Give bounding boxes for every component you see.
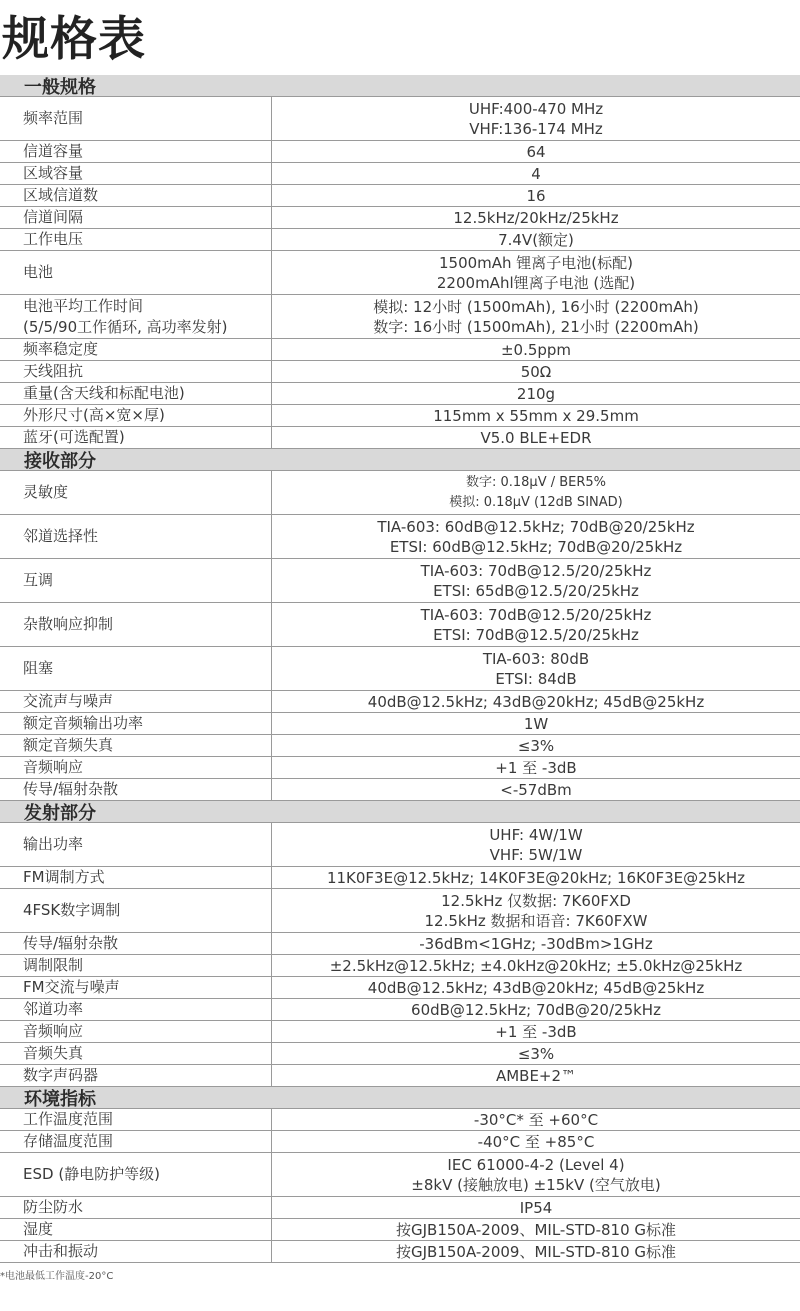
section-header bbox=[0, 801, 800, 823]
spec-row bbox=[0, 889, 800, 933]
section-header bbox=[0, 75, 800, 97]
spec-row bbox=[0, 1131, 800, 1153]
spec-row bbox=[0, 97, 800, 141]
spec-label: 调制限制 bbox=[0, 955, 272, 976]
spec-value-line: 64 bbox=[526, 142, 546, 161]
spec-label: FM交流与噪声 bbox=[0, 977, 272, 998]
spec-value-line: +1 至 -3dB bbox=[495, 758, 577, 777]
spec-value-line: 按GJB150A-2009、MIL-STD-810 G标准 bbox=[395, 1220, 677, 1239]
spec-value bbox=[272, 295, 800, 338]
spec-row bbox=[0, 603, 800, 647]
spec-label: 音频响应 bbox=[0, 757, 272, 778]
spec-value bbox=[272, 603, 800, 646]
spec-label: 信道间隔 bbox=[0, 207, 272, 228]
spec-value-line: TIA-603: 70dB@12.5/20/25kHz bbox=[420, 561, 652, 580]
spec-label: 邻道选择性 bbox=[0, 515, 272, 558]
spec-label: 频率稳定度 bbox=[0, 339, 272, 360]
section-header bbox=[0, 449, 800, 471]
spec-value bbox=[272, 515, 800, 558]
spec-label: 存储温度范围 bbox=[0, 1131, 272, 1152]
spec-value bbox=[272, 1153, 800, 1196]
spec-row bbox=[0, 163, 800, 185]
spec-value-line: ETSI: 65dB@12.5/20/25kHz bbox=[433, 581, 639, 600]
spec-value-line: 数字: 16小时 (1500mAh), 21小时 (2200mAh) bbox=[373, 317, 699, 336]
spec-value-line: 115mm x 55mm x 29.5mm bbox=[433, 406, 639, 425]
spec-row bbox=[0, 185, 800, 207]
spec-row bbox=[0, 471, 800, 515]
spec-label: 频率范围 bbox=[0, 97, 272, 140]
spec-row bbox=[0, 405, 800, 427]
spec-value bbox=[272, 427, 800, 448]
spec-value bbox=[272, 251, 800, 294]
spec-value bbox=[272, 647, 800, 690]
spec-value bbox=[272, 977, 800, 998]
spec-value-line: IP54 bbox=[519, 1198, 553, 1217]
spec-value bbox=[272, 1219, 800, 1240]
spec-row bbox=[0, 647, 800, 691]
spec-value-line: 12.5kHz 仅数据: 7K60FXD bbox=[441, 891, 631, 910]
spec-row bbox=[0, 779, 800, 801]
spec-value bbox=[272, 1131, 800, 1152]
spec-value-line: V5.0 BLE+EDR bbox=[480, 428, 592, 447]
spec-label: 传导/辐射杂散 bbox=[0, 779, 272, 800]
spec-value-line: 1500mAh 锂离子电池(标配) bbox=[438, 253, 634, 272]
spec-value bbox=[272, 889, 800, 932]
spec-value-line: TIA-603: 70dB@12.5/20/25kHz bbox=[420, 605, 652, 624]
spec-row bbox=[0, 1043, 800, 1065]
spec-label: 邻道功率 bbox=[0, 999, 272, 1020]
spec-value-line: ETSI: 60dB@12.5kHz; 70dB@20/25kHz bbox=[389, 537, 683, 556]
spec-value-line: ETSI: 84dB bbox=[495, 669, 577, 688]
spec-row bbox=[0, 1241, 800, 1263]
spec-row bbox=[0, 999, 800, 1021]
spec-value-line: -30°C* 至 +60°C bbox=[473, 1110, 599, 1129]
section-title: 一般规格 bbox=[24, 76, 96, 98]
spec-label: 冲击和振动 bbox=[0, 1241, 272, 1262]
spec-row bbox=[0, 977, 800, 999]
spec-value bbox=[272, 471, 800, 514]
spec-row bbox=[0, 207, 800, 229]
spec-label: 蓝牙(可选配置) bbox=[0, 427, 272, 448]
spec-value bbox=[272, 559, 800, 602]
spec-value bbox=[272, 361, 800, 382]
spec-value bbox=[272, 207, 800, 228]
spec-label: 湿度 bbox=[0, 1219, 272, 1240]
spec-value-line: 7.4V(额定) bbox=[498, 230, 574, 249]
spec-label: 信道容量 bbox=[0, 141, 272, 162]
spec-row bbox=[0, 757, 800, 779]
spec-label: 工作电压 bbox=[0, 229, 272, 250]
spec-value-line: -40°C 至 +85°C bbox=[477, 1132, 595, 1151]
section-title: 接收部分 bbox=[24, 450, 96, 472]
spec-row bbox=[0, 1197, 800, 1219]
spec-row bbox=[0, 691, 800, 713]
spec-value-line: ±2.5kHz@12.5kHz; ±4.0kHz@20kHz; ±5.0kHz@25kHz bbox=[329, 956, 743, 975]
spec-label: 输出功率 bbox=[0, 823, 272, 866]
footnote: *电池最低工作温度-20°C bbox=[0, 1271, 114, 1282]
spec-value bbox=[272, 933, 800, 954]
spec-value-line: 50Ω bbox=[520, 362, 552, 381]
spec-label: 数字声码器 bbox=[0, 1065, 272, 1086]
spec-value bbox=[272, 823, 800, 866]
spec-value-line: ≤3% bbox=[517, 736, 555, 755]
spec-value bbox=[272, 691, 800, 712]
spec-value-line: ≤3% bbox=[517, 1044, 555, 1063]
spec-value-line: VHF:136-174 MHz bbox=[469, 119, 603, 138]
spec-row bbox=[0, 383, 800, 405]
spec-value bbox=[272, 1109, 800, 1130]
section-title: 发射部分 bbox=[24, 802, 96, 824]
spec-value bbox=[272, 1241, 800, 1262]
spec-value-line: 4 bbox=[531, 164, 541, 183]
spec-value-line: 2200mAhl锂离子电池 (选配) bbox=[436, 273, 636, 292]
spec-value-line: -36dBm<1GHz; -30dBm>1GHz bbox=[419, 934, 653, 953]
spec-value bbox=[272, 779, 800, 800]
spec-row bbox=[0, 1021, 800, 1043]
spec-value bbox=[272, 163, 800, 184]
spec-label: ESD (静电防护等级) bbox=[0, 1153, 272, 1196]
spec-label: 4FSK数字调制 bbox=[0, 889, 272, 932]
spec-label: FM调制方式 bbox=[0, 867, 272, 888]
spec-value-line: 40dB@12.5kHz; 43dB@20kHz; 45dB@25kHz bbox=[367, 692, 705, 711]
spec-value bbox=[272, 185, 800, 206]
spec-value-line: ±8kV (接触放电) ±15kV (空气放电) bbox=[411, 1175, 661, 1194]
spec-value-line: 模拟: 12小时 (1500mAh), 16小时 (2200mAh) bbox=[373, 297, 699, 316]
spec-row bbox=[0, 1153, 800, 1197]
spec-value-line: 数字: 0.18μV / BER5% bbox=[465, 474, 607, 490]
spec-label: 电池 bbox=[0, 251, 272, 294]
spec-label: 互调 bbox=[0, 559, 272, 602]
spec-label: 音频响应 bbox=[0, 1021, 272, 1042]
spec-value-line: 16 bbox=[526, 186, 546, 205]
spec-row bbox=[0, 867, 800, 889]
page-title: 规格表 bbox=[2, 12, 146, 67]
spec-row bbox=[0, 427, 800, 449]
spec-value-line: 按GJB150A-2009、MIL-STD-810 G标准 bbox=[395, 1242, 677, 1261]
spec-value-line: +1 至 -3dB bbox=[495, 1022, 577, 1041]
spec-value bbox=[272, 867, 800, 888]
spec-row bbox=[0, 559, 800, 603]
spec-value bbox=[272, 1197, 800, 1218]
spec-label: 阻塞 bbox=[0, 647, 272, 690]
spec-row bbox=[0, 1065, 800, 1087]
spec-value-line: 1W bbox=[523, 714, 549, 733]
spec-row bbox=[0, 229, 800, 251]
spec-row bbox=[0, 823, 800, 867]
spec-value-line: AMBE+2™ bbox=[495, 1066, 577, 1085]
spec-label: 工作温度范围 bbox=[0, 1109, 272, 1130]
spec-label: 外形尺寸(高×宽×厚) bbox=[0, 405, 272, 426]
spec-table bbox=[0, 75, 800, 1263]
spec-value-line: 60dB@12.5kHz; 70dB@20/25kHz bbox=[411, 1000, 661, 1019]
spec-label: 防尘防水 bbox=[0, 1197, 272, 1218]
spec-row bbox=[0, 1109, 800, 1131]
spec-value bbox=[272, 713, 800, 734]
spec-row bbox=[0, 735, 800, 757]
spec-value bbox=[272, 383, 800, 404]
spec-value-line: ±0.5ppm bbox=[500, 340, 572, 359]
section-header bbox=[0, 1087, 800, 1109]
spec-value bbox=[272, 1065, 800, 1086]
spec-value bbox=[272, 999, 800, 1020]
spec-row bbox=[0, 713, 800, 735]
spec-label: 区域容量 bbox=[0, 163, 272, 184]
spec-value bbox=[272, 97, 800, 140]
spec-value-line: 12.5kHz/20kHz/25kHz bbox=[453, 208, 619, 227]
spec-value-line: 模拟: 0.18μV (12dB SINAD) bbox=[449, 494, 623, 510]
spec-value bbox=[272, 1043, 800, 1064]
spec-row bbox=[0, 295, 800, 339]
spec-value bbox=[272, 1021, 800, 1042]
spec-value-line: TIA-603: 80dB bbox=[482, 649, 590, 668]
spec-value-line: 210g bbox=[516, 384, 556, 403]
spec-value-line: 40dB@12.5kHz; 43dB@20kHz; 45dB@25kHz bbox=[367, 978, 705, 997]
spec-value-line: UHF: 4W/1W bbox=[489, 825, 583, 844]
spec-row bbox=[0, 933, 800, 955]
spec-row bbox=[0, 955, 800, 977]
spec-row bbox=[0, 251, 800, 295]
spec-label: 杂散响应抑制 bbox=[0, 603, 272, 646]
spec-value bbox=[272, 405, 800, 426]
spec-value bbox=[272, 339, 800, 360]
spec-value-line: <-57dBm bbox=[500, 780, 572, 799]
spec-value-line: UHF:400-470 MHz bbox=[468, 99, 604, 118]
spec-label: 传导/辐射杂散 bbox=[0, 933, 272, 954]
spec-value bbox=[272, 757, 800, 778]
spec-label: 交流声与噪声 bbox=[0, 691, 272, 712]
spec-label: 额定音频输出功率 bbox=[0, 713, 272, 734]
spec-label: 音频失真 bbox=[0, 1043, 272, 1064]
spec-value-line: TIA-603: 60dB@12.5kHz; 70dB@20/25kHz bbox=[377, 517, 695, 536]
spec-row bbox=[0, 1219, 800, 1241]
spec-row bbox=[0, 339, 800, 361]
spec-value bbox=[272, 141, 800, 162]
spec-label: 重量(含天线和标配电池) bbox=[0, 383, 272, 404]
spec-label: 天线阻抗 bbox=[0, 361, 272, 382]
spec-value-line: 11K0F3E@12.5kHz; 14K0F3E@20kHz; 16K0F3E@25kHz bbox=[326, 868, 746, 887]
spec-value bbox=[272, 229, 800, 250]
spec-value bbox=[272, 735, 800, 756]
spec-row bbox=[0, 515, 800, 559]
spec-row bbox=[0, 141, 800, 163]
spec-value-line: IEC 61000-4-2 (Level 4) bbox=[447, 1155, 625, 1174]
spec-label: 额定音频失真 bbox=[0, 735, 272, 756]
spec-value bbox=[272, 955, 800, 976]
spec-value-line: 12.5kHz 数据和语音: 7K60FXW bbox=[424, 911, 648, 930]
spec-label: 电池平均工作时间 (5/5/90工作循环, 高功率发射) bbox=[0, 295, 272, 338]
spec-label: 区域信道数 bbox=[0, 185, 272, 206]
section-title: 环境指标 bbox=[24, 1088, 96, 1110]
spec-label: 灵敏度 bbox=[0, 471, 272, 514]
spec-row bbox=[0, 361, 800, 383]
spec-value-line: ETSI: 70dB@12.5/20/25kHz bbox=[433, 625, 639, 644]
spec-value-line: VHF: 5W/1W bbox=[489, 845, 583, 864]
